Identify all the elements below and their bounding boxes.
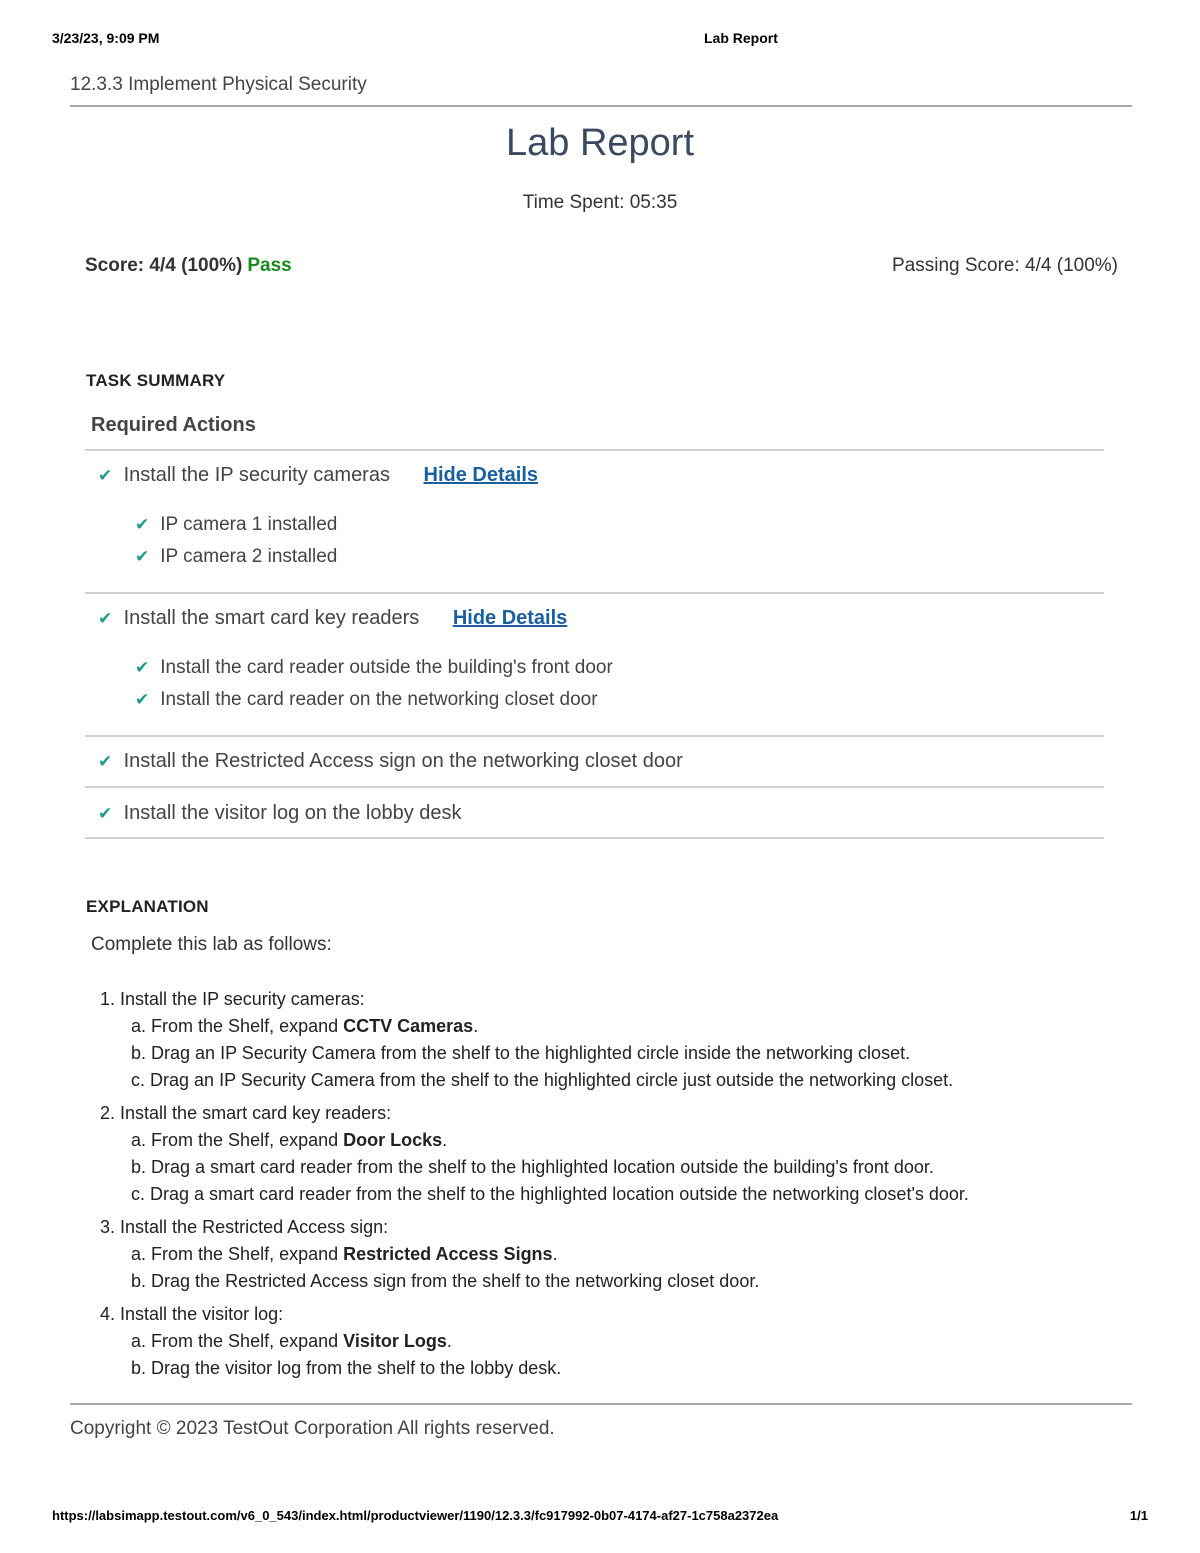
lab-name: 12.3.3 Implement Physical Security xyxy=(70,74,367,95)
divider xyxy=(70,105,1132,107)
step-substep: b. Drag the Restricted Access sign from the shelf to the networking closet door. xyxy=(131,1271,760,1291)
divider xyxy=(85,735,1104,737)
checkmark-icon: ✔ xyxy=(98,752,113,772)
task-detail xyxy=(135,514,337,536)
step-substep: a. From the Shelf, expand Door Locks. xyxy=(131,1130,448,1150)
steps-list xyxy=(100,986,969,1388)
divider xyxy=(85,449,1104,451)
task-detail-label: Install the card reader outside the building's front door xyxy=(160,657,613,678)
step-substep: c. Drag an IP Security Camera from the shelf to the highlighted circle just outside the networking closet. xyxy=(131,1070,954,1090)
task-detail-label: Install the card reader on the networking closet door xyxy=(160,689,598,710)
task-label: Install the smart card key readers xyxy=(123,607,420,629)
divider xyxy=(85,837,1104,839)
divider xyxy=(85,786,1104,788)
pass-badge: Pass xyxy=(247,255,292,276)
divider xyxy=(85,592,1104,594)
passing-score: Passing Score: 4/4 (100%) xyxy=(891,255,1118,276)
hide-details-link[interactable]: Hide Details xyxy=(452,607,568,629)
page-title: Lab Report xyxy=(505,122,694,164)
copyright: Copyright © 2023 TestOut Corporation All rights reserved. xyxy=(70,1418,555,1439)
task-item xyxy=(98,464,538,487)
checkmark-icon: ✔ xyxy=(135,547,150,567)
step-item xyxy=(100,1100,969,1208)
step-title: 1. Install the IP security cameras: xyxy=(100,989,365,1009)
checkmark-icon: ✔ xyxy=(98,609,113,629)
step-item xyxy=(100,986,969,1094)
step-title: 3. Install the Restricted Access sign: xyxy=(100,1217,389,1237)
task-label: Install the visitor log on the lobby desk xyxy=(123,802,462,824)
step-title: 4. Install the visitor log: xyxy=(100,1304,284,1324)
step-title: 2. Install the smart card key readers: xyxy=(100,1103,392,1123)
task-detail xyxy=(135,657,613,679)
step-substep: a. From the Shelf, expand CCTV Cameras. xyxy=(131,1016,479,1036)
task-detail-label: IP camera 2 installed xyxy=(160,546,338,567)
time-spent: Time Spent: 05:35 xyxy=(522,192,678,213)
step-substep: a. From the Shelf, expand Restricted Access Signs. xyxy=(131,1244,558,1264)
task-label: Install the IP security cameras xyxy=(123,464,390,486)
print-url: https://labsimapp.testout.com/v6_0_543/index.html/productviewer/1190/12.3.3/fc917992-0b07-4174-af27-1c758a2372ea xyxy=(52,1508,779,1523)
task-item xyxy=(98,607,567,630)
checkmark-icon: ✔ xyxy=(98,466,113,486)
step-substep: c. Drag a smart card reader from the shelf to the highlighted location outside the networking closet's door. xyxy=(131,1184,969,1204)
checkmark-icon: ✔ xyxy=(135,658,150,678)
checkmark-icon: ✔ xyxy=(135,690,150,710)
explanation-intro: Complete this lab as follows: xyxy=(91,934,332,955)
divider xyxy=(70,1403,1132,1405)
step-item xyxy=(100,1214,969,1295)
task-detail xyxy=(135,546,337,568)
hide-details-link[interactable]: Hide Details xyxy=(423,464,539,486)
required-actions-heading: Required Actions xyxy=(91,414,256,436)
task-detail xyxy=(135,689,598,711)
step-item xyxy=(100,1301,969,1382)
step-substep: b. Drag an IP Security Camera from the shelf to the highlighted circle inside the networking closet. xyxy=(131,1043,911,1063)
page-number: 1/1 xyxy=(1129,1508,1148,1523)
step-substep: b. Drag a smart card reader from the shelf to the highlighted location outside the building's front door. xyxy=(131,1157,934,1177)
score-value: Score: 4/4 (100%) xyxy=(85,255,243,276)
print-title: Lab Report xyxy=(704,30,778,46)
step-substep: a. From the Shelf, expand Visitor Logs. xyxy=(131,1331,452,1351)
checkmark-icon: ✔ xyxy=(98,804,113,824)
task-item xyxy=(98,750,683,773)
task-label: Install the Restricted Access sign on the networking closet door xyxy=(123,750,683,772)
task-summary-heading: TASK SUMMARY xyxy=(86,371,226,390)
step-substep: b. Drag the visitor log from the shelf to the lobby desk. xyxy=(131,1358,562,1378)
print-date: 3/23/23, 9:09 PM xyxy=(52,30,160,46)
print-footer xyxy=(52,1508,1148,1528)
task-detail-label: IP camera 1 installed xyxy=(160,514,338,535)
explanation-heading: EXPLANATION xyxy=(86,897,209,916)
checkmark-icon: ✔ xyxy=(135,515,150,535)
task-item xyxy=(98,802,462,825)
score xyxy=(85,255,292,277)
print-header xyxy=(52,30,1148,50)
